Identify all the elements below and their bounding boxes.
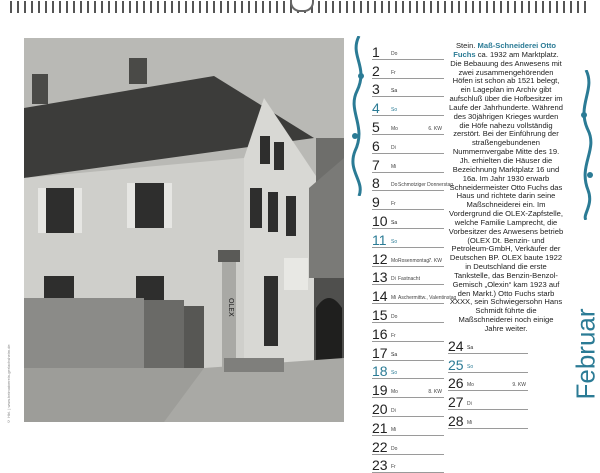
day-name: Fr xyxy=(391,333,396,339)
day-row xyxy=(372,116,444,135)
day-number: 24 xyxy=(448,339,464,353)
day-row xyxy=(372,60,444,79)
day-name: Sa xyxy=(467,345,473,351)
day-row xyxy=(372,342,444,361)
day-row xyxy=(372,41,444,60)
day-number: 15 xyxy=(372,308,388,322)
day-row xyxy=(372,455,444,473)
day-row xyxy=(372,436,444,455)
day-row xyxy=(372,229,444,248)
day-number: 12 xyxy=(372,252,388,266)
day-row xyxy=(448,373,528,392)
day-name: So xyxy=(391,239,397,245)
day-name: Fr xyxy=(391,464,396,470)
day-number: 17 xyxy=(372,346,388,360)
month-label-container xyxy=(574,250,594,410)
day-name: Di xyxy=(391,276,396,282)
article-intro: Stein. xyxy=(456,41,475,50)
right-ornament-icon xyxy=(572,70,598,220)
day-name: Do xyxy=(391,446,397,452)
day-name: Do xyxy=(391,51,397,57)
day-row xyxy=(448,335,528,354)
photo-copyright: © Hbl. | www.heimatverein-gerlachsheim.de xyxy=(6,314,16,424)
day-name: Mo xyxy=(391,389,398,395)
month-label: Februar xyxy=(571,260,600,400)
day-number: 22 xyxy=(372,440,388,454)
day-row xyxy=(372,97,444,116)
historic-photo xyxy=(24,38,344,422)
day-note: Aschermittw., Valentinstag xyxy=(398,295,456,301)
left-ornament-icon xyxy=(347,36,371,196)
article-text xyxy=(448,42,564,334)
day-row xyxy=(372,79,444,98)
day-name: Mi xyxy=(391,164,396,170)
day-number: 4 xyxy=(372,101,380,115)
day-row xyxy=(372,154,444,173)
day-name: So xyxy=(391,107,397,113)
day-row xyxy=(372,379,444,398)
day-name: Fr xyxy=(391,201,396,207)
day-row xyxy=(448,391,528,410)
olex-sign: OLEX xyxy=(227,298,235,317)
day-number: 28 xyxy=(448,414,464,428)
day-name: Mo xyxy=(391,126,398,132)
day-name: Mi xyxy=(391,295,396,301)
day-number: 7 xyxy=(372,158,380,172)
photo-illustration xyxy=(24,38,344,422)
day-name: So xyxy=(391,370,397,376)
day-name: Sa xyxy=(391,220,397,226)
day-row xyxy=(448,354,528,373)
day-number: 23 xyxy=(372,458,388,472)
day-row xyxy=(372,285,444,304)
day-number: 25 xyxy=(448,358,464,372)
day-name: Mo xyxy=(467,382,474,388)
day-row xyxy=(372,361,444,380)
day-row xyxy=(372,191,444,210)
day-list-left xyxy=(372,41,444,473)
day-number: 18 xyxy=(372,364,388,378)
day-number: 3 xyxy=(372,82,380,96)
day-number: 27 xyxy=(448,395,464,409)
left-page xyxy=(0,14,350,433)
day-number: 9 xyxy=(372,195,380,209)
day-name: Di xyxy=(391,145,396,151)
week-number: 7. KW xyxy=(428,258,442,264)
day-note: Schmotziger Donnerstag xyxy=(398,182,453,188)
spiral-binding xyxy=(0,0,600,14)
day-name: Mi xyxy=(391,427,396,433)
day-number: 10 xyxy=(372,214,388,228)
day-row xyxy=(372,267,444,286)
week-number: 6. KW xyxy=(428,126,442,132)
day-number: 8 xyxy=(372,176,380,190)
day-number: 11 xyxy=(372,233,387,247)
day-name: Mo xyxy=(391,258,398,264)
day-row xyxy=(372,135,444,154)
day-name: Fr xyxy=(391,70,396,76)
day-name: Di xyxy=(467,401,472,407)
day-name: Sa xyxy=(391,88,397,94)
day-number: 5 xyxy=(372,120,380,134)
day-row xyxy=(448,410,528,429)
day-name: Di xyxy=(391,408,396,414)
day-name: Do xyxy=(391,182,397,188)
day-number: 21 xyxy=(372,421,388,435)
day-row xyxy=(372,323,444,342)
week-number: 8. KW xyxy=(428,389,442,395)
day-number: 2 xyxy=(372,64,380,78)
day-number: 20 xyxy=(372,402,388,416)
day-number: 16 xyxy=(372,327,388,341)
day-row xyxy=(372,398,444,417)
day-row xyxy=(372,173,444,192)
day-name: Mi xyxy=(467,420,472,426)
day-row xyxy=(372,304,444,323)
day-list-right xyxy=(448,335,528,429)
day-name: Do xyxy=(391,314,397,320)
day-row xyxy=(372,210,444,229)
article-highlight: Maß-Schneiderei Otto Fuchs xyxy=(453,41,556,59)
article-body: ca. 1932 am Marktplatz. Die Bebauung des Anwesens mit zwei zusammengehörenden Höfen ist schon ab 1521 belegt, ein Lageplan im Archiv gibt aufschluß über die Hofbesitzer im Laufe der Jahrhunderte. Während des 30jährigen Krieges wurden die Höfe nahezu vollständig zerstört. Bei der Einführung der straßengebundenen Nummernvergabe Mitte des 19. Jh. erhielten die Häuser die Bezeichnung Marktplatz 16 und 16a. Im Jahr 1930 erwarb Schneidermeister Otto Fuchs das Haus und richtete darin seine Maßschneiderei ein. Im Vordergrund die OLEX-Zapfstelle, welche Familie Lamprecht, die Vorbesitzer des Anwesens betrieb (OLEX Dt. Benzin- und Petroleum-GmbH, Verkäufer der Deutschen BP. OLEX baute 1922 in Deutschland die erste Tankstelle, das Benzin-Benzol-Gemisch „Olexin“ kam 1923 auf den Markt.) Otto Fuchs starb XXXX, sein Schwiegersohn Hans Schmidt führte die Maßschneiderei noch einige Jahre weiter. xyxy=(449,50,563,333)
week-number: 9. KW xyxy=(512,382,526,388)
day-note: Rosenmontag xyxy=(398,258,429,264)
day-number: 6 xyxy=(372,139,380,153)
day-name: So xyxy=(467,364,473,370)
day-number: 1 xyxy=(372,45,380,59)
day-number: 14 xyxy=(372,289,388,303)
day-number: 13 xyxy=(372,270,388,284)
day-number: 19 xyxy=(372,383,388,397)
day-note: Fastnacht xyxy=(398,276,420,282)
day-name: Sa xyxy=(391,352,397,358)
day-number: 26 xyxy=(448,376,464,390)
day-row xyxy=(372,248,444,267)
